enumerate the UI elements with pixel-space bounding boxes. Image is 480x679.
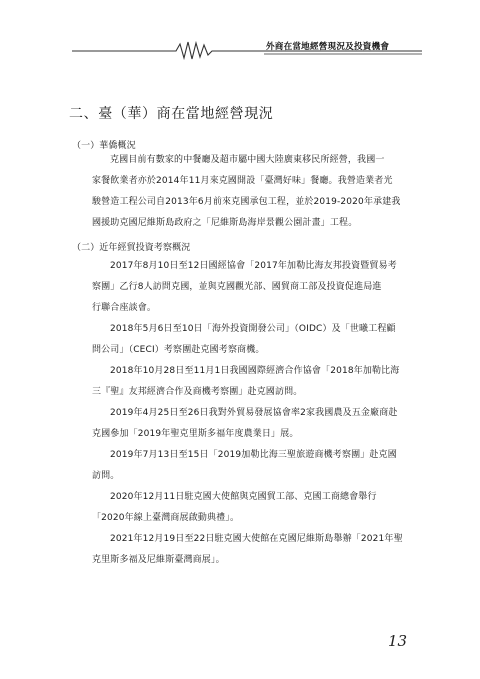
paragraph-mission-2018-oct <box>92 361 398 403</box>
paragraph-line: 克里斯多福及尼維斯臺灣商展」。 <box>92 555 225 565</box>
paragraph-line: 2019年7月13日至15日「2019加勒比海三聖旅遊商機考察團」赴克國 <box>110 450 397 460</box>
paragraph-line: 2018年10月28日至11月1日我國國際經濟合作協會「2018年加勒比海 <box>110 366 400 376</box>
subsection-heading-overseas-chinese: （一）華僑概況 <box>72 141 136 151</box>
paragraph-line: 國援助克國尼維斯島政府之「尼維斯島海岸景觀公園計畫」工程。 <box>92 218 358 228</box>
paragraph-overseas-chinese <box>92 150 401 234</box>
paragraph-line: 行聯合座談會。 <box>92 303 157 313</box>
running-header-title: 外商在當地經營現況及投資機會 <box>266 42 390 52</box>
subsection-heading-trade-missions: （二）近年經貿投資考察概況 <box>72 243 191 253</box>
paragraph-mission-2018-may <box>92 319 398 361</box>
paragraph-line: 2018年5月6日至10日「海外投資開發公司」（OIDC）及「世曦工程顧 <box>110 324 396 334</box>
paragraph-expo-2020 <box>92 487 398 529</box>
paragraph-line: 2019年4月25日至26日我對外貿易發展協會率2家我國農及五金廠商赴 <box>110 408 398 418</box>
paragraph-line: 訪問。 <box>92 471 120 481</box>
paragraph-line: 克國參加「2019年聖克里斯多福年度農業日」展。 <box>92 429 299 439</box>
section-title: 二、臺（華）商在當地經營現況 <box>69 106 274 122</box>
paragraph-mission-2019-jul <box>92 445 398 487</box>
page-number: 13 <box>388 632 408 650</box>
paragraph-line: 駿營造工程公司自2013年6月前來克國承包工程，並於2019-2020年承建我 <box>92 197 401 207</box>
paragraph-expo-2021 <box>92 529 403 571</box>
paragraph-line: 克國目前有數家的中餐廳及超市屬中國大陸廣東移民所經營，我國一 <box>110 155 385 165</box>
paragraph-line: 「2020年線上臺灣商展啟動典禮」。 <box>92 513 240 523</box>
paragraph-line: 察團」乙行8人訪問克國，並與克國觀光部、國貿商工部及投資促進局進 <box>92 282 382 292</box>
paragraph-mission-2017 <box>92 256 398 319</box>
paragraph-line: 家餐飲業者亦於2014年11月來克國開設「臺灣好味」餐廳。我營造業者光 <box>92 176 393 186</box>
paragraph-line: 2020年12月11日駐克國大使館與克國貿工部、克國工商總會舉行 <box>110 492 377 502</box>
paragraph-line: 問公司」（CECI）考察團赴克國考察商機。 <box>92 345 265 355</box>
paragraph-line: 三『聖』友邦經濟合作及商機考察團」赴克國訪問。 <box>92 387 303 397</box>
paragraph-line: 2021年12月19日至22日駐克國大使館在克國尼維斯島舉辦「2021年聖 <box>110 534 403 544</box>
paragraph-line: 2017年8月10日至12日國經協會「2017年加勒比海友邦投資暨貿易考 <box>110 261 397 271</box>
paragraph-mission-2019-apr <box>92 403 398 445</box>
